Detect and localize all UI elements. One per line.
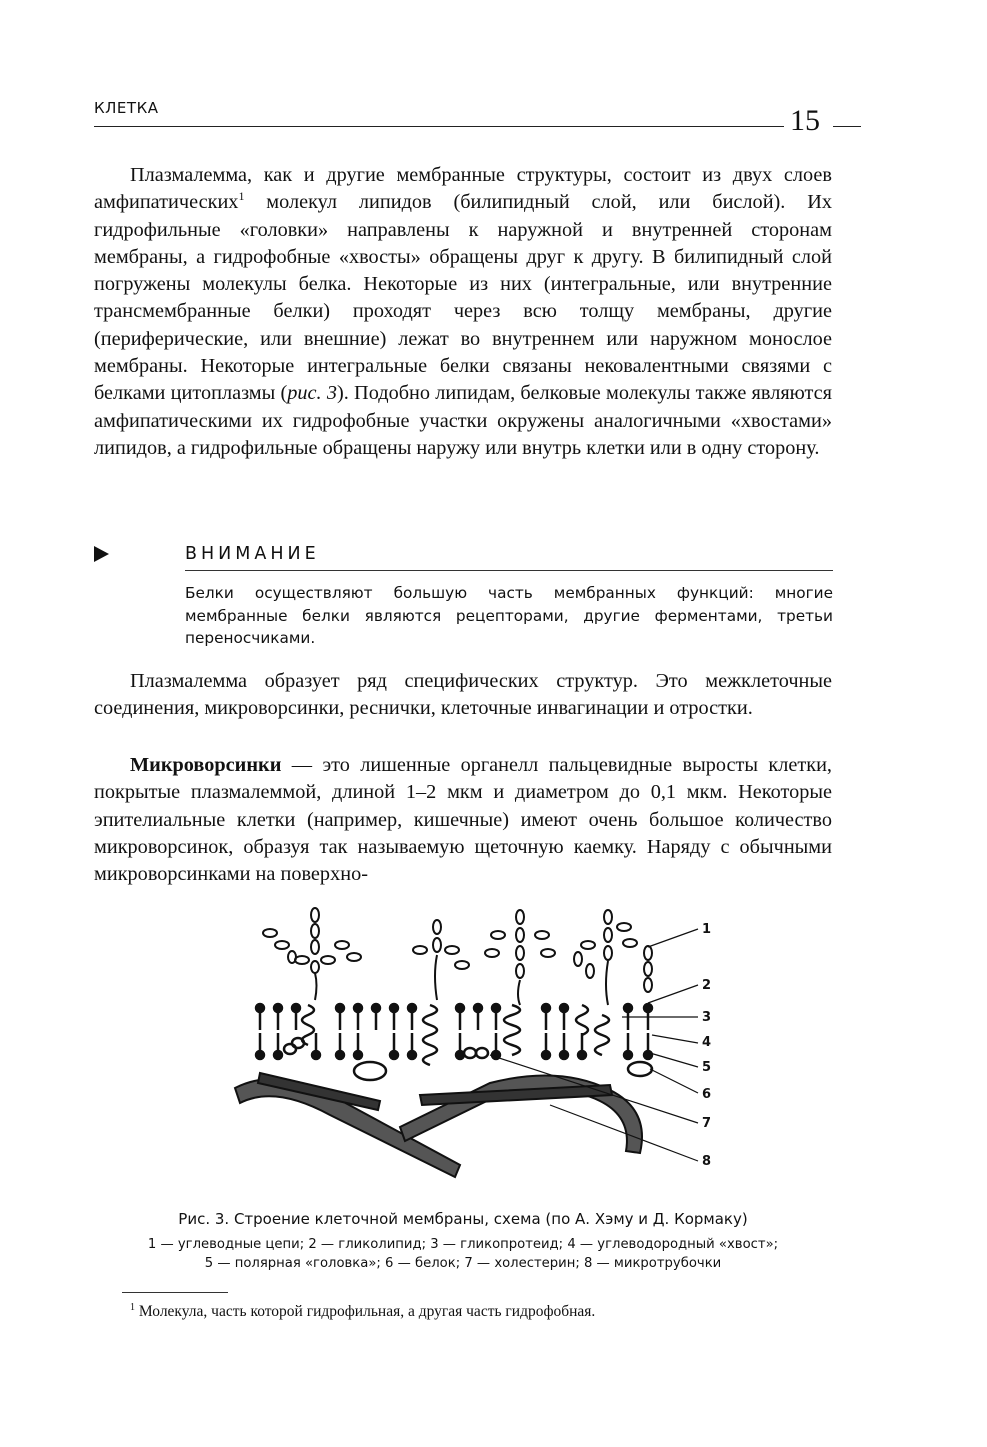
callout-arrow-icon <box>94 546 109 562</box>
paragraph-text: ). Подобно липидам, белковые молекулы также являются амфипатическими их гидрофобные участки окружены аналогичными «хвостами» липидов, а гидрофильные обращены наружу или внутрь клетки или в одну сторону. <box>94 382 832 459</box>
figure-label-3: 3 <box>702 1010 712 1025</box>
paragraph-structures: Плазмалемма образует ряд специфических структур. Это межклеточные соединения, микроворсинки, реснички, клеточные инвагинации и отростки. <box>94 670 832 720</box>
microtubules <box>235 1073 642 1177</box>
carbohydrate-chains <box>263 908 652 1005</box>
footnote-reference: 1 <box>238 189 245 204</box>
page-number-rule <box>833 126 861 127</box>
paragraph-text: молекул липидов (билипидный слой, или бислой). Их гидрофильные «головки» направлены к наружной и внутренней сторонам мембраны, а гидрофобные «хвосты» обращены друг к другу. В билипидный слой погружены молекулы белка. Некоторые из них (интегральные, или внутренние трансмембранные белки) проходят через всю толщу мембраны, другие (периферические, или внешние) лежат во внутреннем или наружном монослое мембраны. Некоторые интегральные белки связаны нековалентными связями с белками цитоплазмы ( <box>94 191 832 405</box>
paragraph-plasmalemma <box>94 162 832 462</box>
figure-reference: рис. 3 <box>287 382 337 405</box>
figure-label-2: 2 <box>702 978 712 993</box>
figure-caption-title: Рис. 3. Строение клеточной мембраны, схема (по А. Хэму и Д. Кормаку) <box>178 1210 748 1228</box>
figure-caption-legend-line1: 1 — углеводные цепи; 2 — гликолипид; 3 — гликопротеид; 4 — углеводородный «хвост»; <box>147 1237 779 1252</box>
callout-text: Белки осуществляют большую часть мембранных функций: многие мембранные белки являются рецепторами, другие ферментами, третьи переносчиками. <box>185 584 833 647</box>
lipid-bilayer <box>256 1004 652 1059</box>
footnote <box>130 1302 595 1321</box>
paragraph-text: Плазмалемма, как и другие мембранные структуры, состоит из двух слоев амфипатических <box>94 164 832 214</box>
membrane-diagram <box>230 905 750 1195</box>
footnote-rule <box>122 1292 228 1293</box>
page-number: 15 <box>790 104 820 137</box>
figure-caption-legend-line2: 5 — полярная «головка»; 6 — белок; 7 — холестерин; 8 — микротрубочки <box>204 1256 722 1271</box>
figure-label-6: 6 <box>702 1087 712 1102</box>
callout-rule <box>185 570 833 571</box>
paragraph-text: — это лишенные органелл пальцевидные выросты клетки, покрытые плазмалеммой, длиной 1–2 мкм и диаметром до 0,1 мкм. Некоторые эпителиальные клетки (например, кишечные) имеют очень большое количество микроворсинок, образуя так называемую щеточную каемку. Наряду с обычными микроворсинками на поверхно- <box>94 754 832 886</box>
running-header: КЛЕТКА <box>94 99 159 117</box>
figure-label-4: 4 <box>702 1035 712 1050</box>
term-microvilli: Микроворсинки <box>130 754 282 776</box>
footnote-marker: 1 <box>130 1302 135 1313</box>
callout-heading: ВНИМАНИЕ <box>185 544 320 564</box>
footnote-text: Молекула, часть которой гидрофильная, а другая часть гидрофобная. <box>138 1303 596 1321</box>
figure-label-8: 8 <box>702 1154 712 1169</box>
figure-label-5: 5 <box>702 1060 712 1075</box>
figure-label-1: 1 <box>702 922 712 937</box>
header-rule <box>94 126 784 127</box>
paragraph-microvilli <box>94 752 832 888</box>
figure-label-7: 7 <box>702 1116 712 1131</box>
